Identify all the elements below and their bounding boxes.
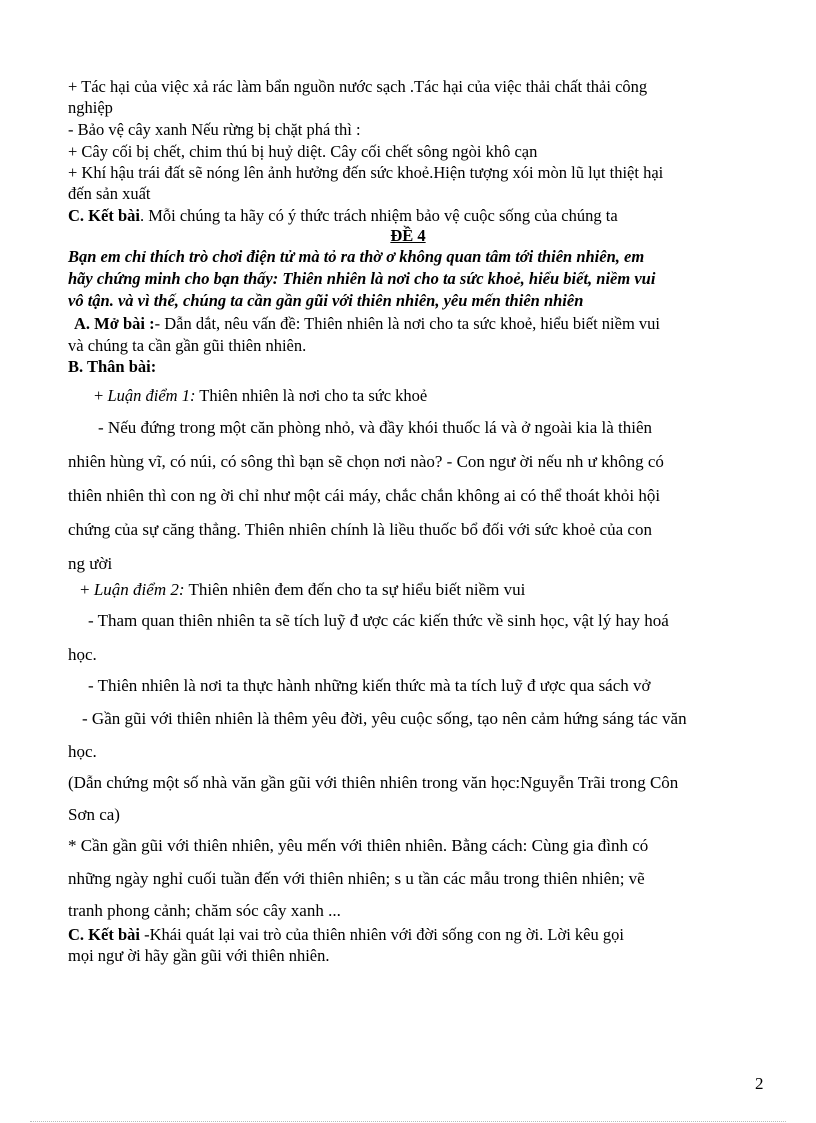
point-label: Luận điểm 1: (107, 386, 196, 405)
text-line: + Khí hậu trái đất sẽ nóng lên ảnh hưởng đến sức khoẻ.Hiện tượng xói mòn lũ lụt thiệt hại (68, 163, 664, 182)
prompt-line: hãy chứng minh cho bạn thấy: Thiên nhiên là nơi cho ta sức khoẻ, hiểu biết, niềm vui (68, 269, 656, 288)
body2-line: - Gần gũi với thiên nhiên là thêm yêu đời, yêu cuộc sống, tạo nên cảm hứng sáng tác văn (82, 709, 687, 728)
text-line: - Bảo vệ cây xanh Nếu rừng bị chặt phá thì : (68, 120, 361, 139)
exam-title: ĐỀ 4 (390, 226, 426, 245)
point-1 (94, 385, 794, 406)
text-line: đến sản xuất (68, 184, 151, 203)
intro-text: - Dẫn dắt, nêu vấn đề: Thiên nhiên là nơi cho ta sức khoẻ, hiểu biết niềm vui (154, 314, 660, 333)
point-text: Thiên nhiên đem đến cho ta sự hiểu biết niềm vui (184, 580, 526, 599)
prompt-line: vô tận. và vì thế, chúng ta cần gần gũi với thiên nhiên, yêu mến thiên nhiên (68, 291, 584, 310)
page-divider (30, 1121, 786, 1122)
conclusion-text: -Khái quát lại vai trò của thiên nhiên với đời sống con ng ời. Lời kêu gọi (139, 925, 624, 944)
point-label: Luận điểm 2: (93, 580, 185, 599)
intro-label: A. Mở bài : (74, 314, 155, 333)
intro (74, 313, 768, 334)
body2-line: - Tham quan thiên nhiên ta sẽ tích luỹ đ ược các kiến thức về sinh học, vật lý hay hoá (88, 611, 669, 630)
body2-line: * Cần gần gũi với thiên nhiên, yêu mến với thiên nhiên. Bằng cách: Cùng gia đình có (68, 836, 649, 855)
prompt-line: Bạn em chỉ thích trò chơi điện tử mà tỏ ra thờ ơ không quan tâm tới thiên nhiên, em (68, 247, 645, 266)
body1-line: chứng của sự căng thẳng. Thiên nhiên chính là liều thuốc bổ đối với sức khoẻ của con (68, 520, 652, 539)
conclusion-1 (68, 205, 768, 226)
body2-line: học. (68, 645, 97, 664)
body2-line: - Thiên nhiên là nơi ta thực hành những kiến thức mà ta tích luỹ đ ược qua sách vở (88, 676, 651, 695)
text-line: + Cây cối bị chết, chim thú bị huỷ diệt. Cây cối chết sông ngòi khô cạn (68, 142, 538, 161)
point-text: Thiên nhiên là nơi cho ta sức khoẻ (195, 386, 428, 405)
body2-line: Sơn ca) (68, 805, 120, 824)
body2-line: tranh phong cảnh; chăm sóc cây xanh ... (68, 901, 341, 920)
text-line: nghiệp (68, 98, 113, 117)
body1-line: nhiên hùng vĩ, có núi, có sông thì bạn sẽ chọn nơi nào? - Con ngư ời nếu nh ư không có (68, 452, 664, 471)
body2-line: học. (68, 742, 97, 761)
body-heading: B. Thân bài: (68, 357, 157, 376)
conclusion-text: . Mỗi chúng ta hãy có ý thức trách nhiệm bảo vệ cuộc sống của chúng ta (139, 206, 618, 225)
point-prefix: + (94, 386, 108, 405)
conclusion-label: C. Kết bài (68, 925, 140, 944)
body2-line: những ngày nghỉ cuối tuần đến với thiên nhiên; s u tần các mẫu trong thiên nhiên; vẽ (68, 869, 645, 888)
conclusion-cont: mọi ngư ời hãy gần gũi với thiên nhiên. (68, 946, 330, 965)
conclusion-label: C. Kết bài (68, 206, 140, 225)
body1-line: - Nếu đứng trong một căn phòng nhỏ, và đầy khói thuốc lá và ở ngoài kia là thiên (98, 418, 653, 437)
body2-line: (Dẫn chứng một số nhà văn gần gũi với thiên nhiên trong văn học:Nguyễn Trãi trong Côn (68, 773, 679, 792)
point-prefix: + (80, 580, 94, 599)
text-line: + Tác hại của việc xả rác làm bẩn nguồn nước sạch .Tác hại của việc thải chất thải công (68, 77, 648, 96)
body1-line: ng ười (68, 554, 113, 573)
intro-cont: và chúng ta cần gần gũi thiên nhiên. (68, 336, 307, 355)
body1-line: thiên nhiên thì con ng ời chỉ như một cái máy, chắc chắn không ai có thể thoát khỏi hội (68, 486, 661, 505)
conclusion-2 (68, 924, 768, 945)
page-number: 2 (755, 1074, 764, 1093)
